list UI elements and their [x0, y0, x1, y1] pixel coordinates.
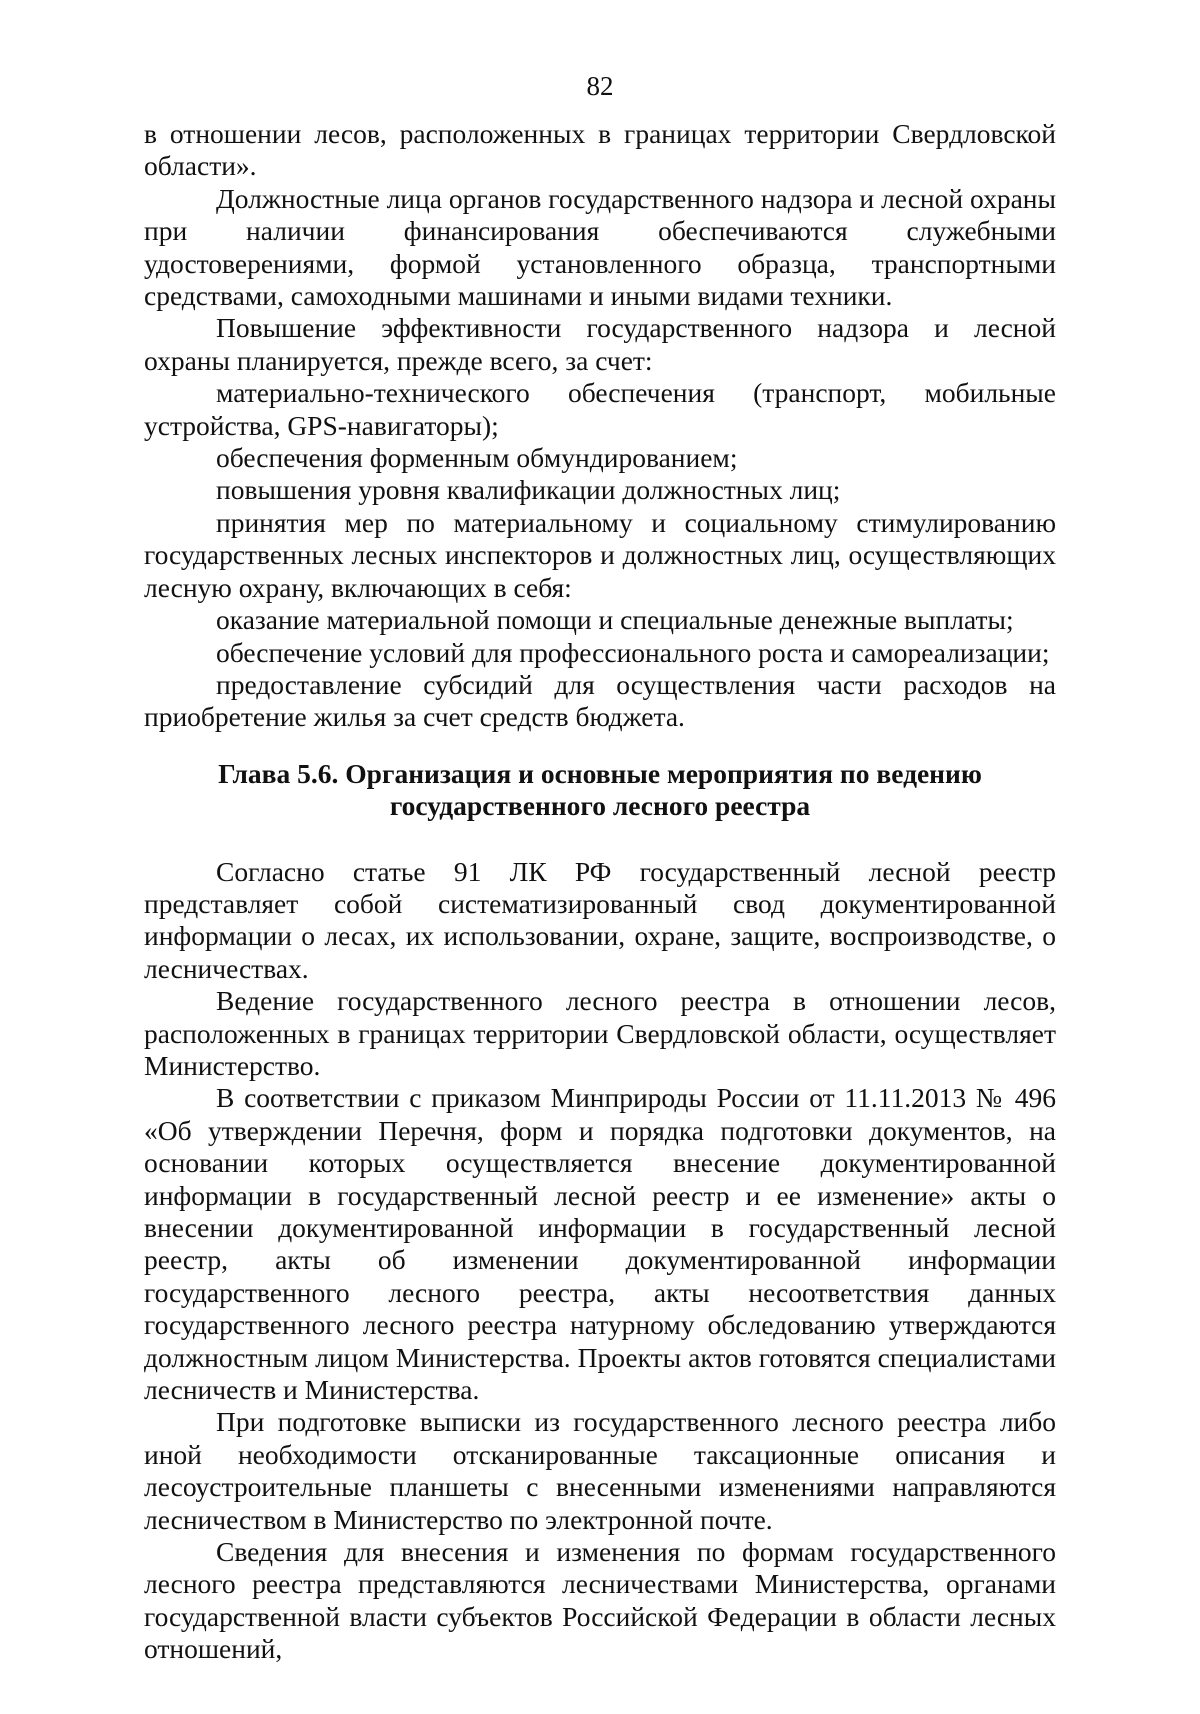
chapter-heading	[144, 758, 1056, 823]
paragraph-officials-equipment: Должностные лица органов государственного надзора и лесной охраны при наличии финансирования обеспечиваются служебными удостоверениями, формой установленного образца, транспортными средствами, самоходными машинами и иными видами техники.	[144, 182, 1056, 312]
list-item-material-support: материально-технического обеспечения (транспорт, мобильные устройства, GPS-навигаторы);	[144, 377, 1056, 441]
paragraph-registry-maintenance: Ведение государственного лесного реестра в отношении лесов, расположенных в границах территории Свердловской области, осуществляет Министерство.	[144, 985, 1056, 1081]
paragraph-information-submission: Сведения для внесения и изменения по формам государственного лесного реестра представляются лесничествами Министерства, органами государственной власти субъектов Российской Федерации в области лесных отношений,	[144, 1536, 1056, 1665]
list-item-qualification: повышения уровня квалификации должностных лиц;	[216, 474, 841, 506]
chapter-heading-line-2: государственного лесного реестра	[389, 790, 811, 822]
list-item-uniforms: обеспечения форменным обмундированием;	[216, 442, 738, 474]
document-body	[144, 118, 1056, 1666]
list-item-professional-growth: обеспечение условий для профессионального роста и самореализации;	[216, 636, 1050, 668]
chapter-heading-line-1: Глава 5.6. Организация и основные мероприятия по ведению	[218, 757, 982, 789]
paragraph-registry-definition: Согласно статье 91 ЛК РФ государственный лесной реестр представляет собой систематизированный свод документированной информации о лесах, их использовании, охране, защите, воспроизводстве, о лесничествах.	[144, 855, 1056, 984]
list-item-incentives: принятия мер по материальному и социальному стимулированию государственных лесных инспекторов и должностных лиц, осуществляющих лесную охрану, включающих в себя:	[144, 506, 1056, 603]
page-number: 82	[586, 71, 614, 101]
paragraph-efficiency-intro: Повышение эффективности государственного надзора и лесной охраны планируется, прежде всего, за счет:	[144, 312, 1056, 376]
paragraph-continuation: в отношении лесов, расположенных в границах территории Свердловской области».	[144, 118, 1056, 182]
list-item-housing-subsidy: предоставление субсидий для осуществления части расходов на приобретение жилья за счет средств бюджета.	[144, 668, 1056, 733]
paragraph-extract-preparation: При подготовке выписки из государственного лесного реестра либо иной необходимости отсканированные таксационные описания и лесоустроительные планшеты с внесенными изменениями направляются лесничеством в Министерство по электронной почте.	[144, 1406, 1056, 1535]
paragraph-order-496: В соответствии с приказом Минприроды России от 11.11.2013 № 496 «Об утверждении Перечня, форм и порядка подготовки документов, на основании которых осуществляется внесение документированной информации в государственный лесной реестр и ее изменение» акты о внесении документированной информации в государственный лесной реестр, акты об изменении документированной информации государственного лесного реестра, акты несоответствия данных государственного лесного реестра натурному обследованию утверждаются должностным лицом Министерства. Проекты актов готовятся специалистами лесничеств и Министерства.	[144, 1082, 1056, 1406]
list-item-financial-aid: оказание материальной помощи и специальные денежные выплаты;	[216, 604, 1014, 636]
